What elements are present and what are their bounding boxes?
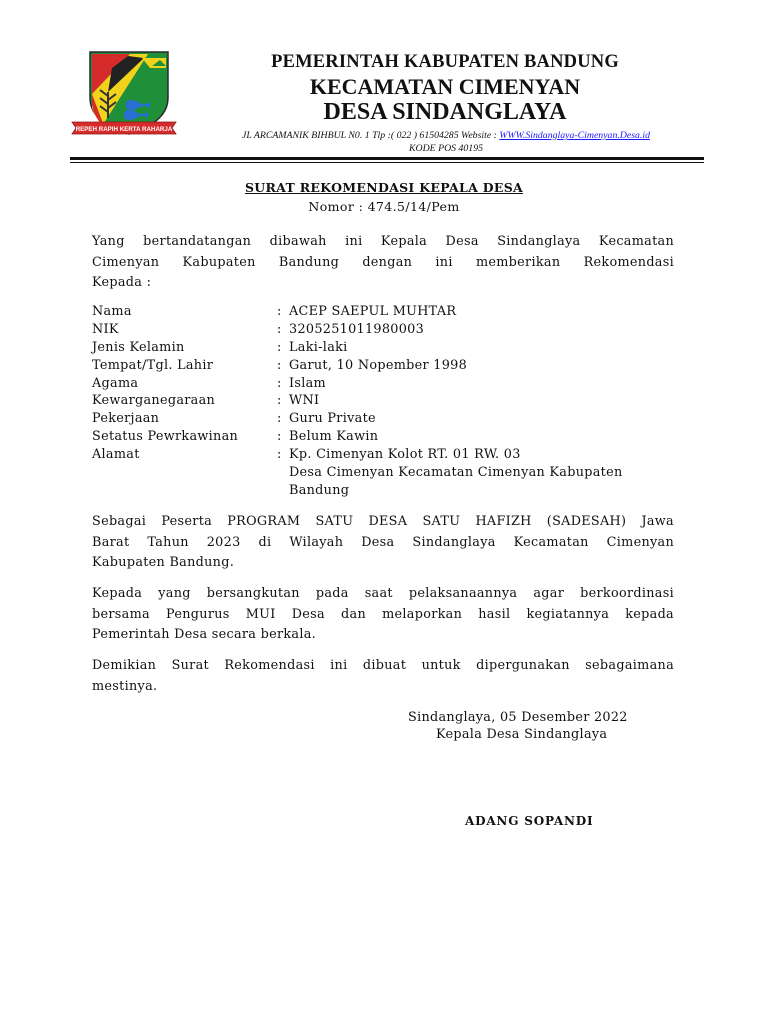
paragraph-line: Kepada yang bersangkutan pada saat pelaksanaannya agar berkoordinasi xyxy=(92,586,674,601)
letterhead-district: KECAMATAN CIMENYAN xyxy=(309,74,581,99)
paragraph-line: Demikian Surat Rekomendasi ini dibuat untuk dipergunakan sebagaimana xyxy=(92,658,674,673)
field-row xyxy=(92,428,692,446)
field-row xyxy=(92,321,692,339)
field-row xyxy=(92,446,692,464)
place-date: Sindanglaya, 05 Desember 2022 xyxy=(408,710,628,725)
address-continuation: Bandung xyxy=(289,482,350,498)
intro-paragraph xyxy=(92,232,674,294)
kabupaten-bandung-logo-icon xyxy=(68,48,180,140)
field-row xyxy=(92,339,692,357)
field-colon: : xyxy=(277,357,282,373)
field-colon: : xyxy=(277,304,282,319)
field-row xyxy=(92,303,692,321)
letter-number: Nomor : 474.5/14/Pem xyxy=(308,199,460,214)
paragraph-line: Pemerintah Desa secara berkala. xyxy=(92,627,317,642)
field-value: 3205251011980003 xyxy=(289,321,425,337)
coordination-paragraph xyxy=(92,584,674,646)
field-value: ACEP SAEPUL MUHTAR xyxy=(289,304,457,319)
field-label: Setatus Pewrkawinan xyxy=(92,429,239,445)
field-value: Guru Private xyxy=(289,411,376,427)
field-colon: : xyxy=(277,321,282,337)
field-colon: : xyxy=(277,447,282,463)
letter-title: SURAT REKOMENDASI KEPALA DESA xyxy=(244,180,524,195)
field-value: Islam xyxy=(289,375,326,391)
field-row xyxy=(92,464,692,482)
signatory-position: Kepala Desa Sindanglaya xyxy=(436,727,608,742)
field-value: Belum Kawin xyxy=(289,429,379,445)
intro-line: Cimenyan Kabupaten Bandung dengan ini memberikan Rekomendasi xyxy=(92,254,674,270)
paragraph-line: mestinya. xyxy=(92,678,158,694)
intro-line: Yang bertandatangan dibawah ini Kepala Desa Sindanglaya Kecamatan xyxy=(92,234,674,249)
field-colon: : xyxy=(277,375,282,391)
intro-line: Kepada : xyxy=(92,275,152,290)
field-label: Kewarganegaraan xyxy=(92,393,216,409)
paragraph-line: Barat Tahun 2023 di Wilayah Desa Sindanglaya Kecamatan Cimenyan xyxy=(92,534,674,550)
field-colon: : xyxy=(277,411,282,427)
field-row xyxy=(92,410,692,428)
field-row xyxy=(92,375,692,393)
field-colon: : xyxy=(277,429,282,445)
letterhead-divider-thin xyxy=(70,162,704,163)
field-label: Alamat xyxy=(92,447,140,463)
program-paragraph xyxy=(92,512,674,574)
letterhead-government: PEMERINTAH KABUPATEN BANDUNG xyxy=(271,52,619,72)
field-colon: : xyxy=(277,393,282,409)
field-row xyxy=(92,482,692,500)
website-link[interactable]: WWW.Sindanglaya-Cimenyan.Desa.id xyxy=(499,130,650,141)
address-text: JL ARCAMANIK BIHBUL N0. 1 Tlp :( 022 ) 61504285 Website : xyxy=(241,130,500,141)
letterhead-address xyxy=(186,130,706,141)
field-label: Tempat/Tgl. Lahir xyxy=(92,357,214,373)
field-value: WNI xyxy=(289,393,320,409)
field-label: Jenis Kelamin xyxy=(92,339,185,355)
field-label: Nama xyxy=(92,304,132,319)
field-label: NIK xyxy=(92,321,119,337)
signatory-name: ADANG SOPANDI xyxy=(465,814,594,828)
field-value: Laki-laki xyxy=(289,339,348,355)
field-value: Garut, 10 Nopember 1998 xyxy=(289,357,468,373)
paragraph-line: bersama Pengurus MUI Desa dan melaporkan hasil kegiatannya kepada xyxy=(92,606,674,622)
address-continuation: Desa Cimenyan Kecamatan Cimenyan Kabupaten xyxy=(289,465,623,481)
field-label: Agama xyxy=(92,375,139,391)
paragraph-line: Sebagai Peserta PROGRAM SATU DESA SATU HAFIZH (SADESAH) Jawa xyxy=(92,514,674,529)
paragraph-line: Kabupaten Bandung. xyxy=(92,555,235,570)
letterhead-village: DESA SINDANGLAYA xyxy=(323,99,567,125)
field-label: Pekerjaan xyxy=(92,411,160,427)
field-row xyxy=(92,392,692,410)
field-value: Kp. Cimenyan Kolot RT. 01 RW. 03 xyxy=(289,447,521,463)
field-colon: : xyxy=(277,339,282,355)
closing-paragraph xyxy=(92,656,674,697)
letterhead-divider-thick xyxy=(70,157,704,160)
field-row xyxy=(92,357,692,375)
postal-code: KODE POS 40195 xyxy=(408,143,484,154)
svg-text:REPEH RAPIH KERTA RAHARJA: REPEH RAPIH KERTA RAHARJA xyxy=(75,126,173,133)
identity-fields xyxy=(92,303,692,500)
